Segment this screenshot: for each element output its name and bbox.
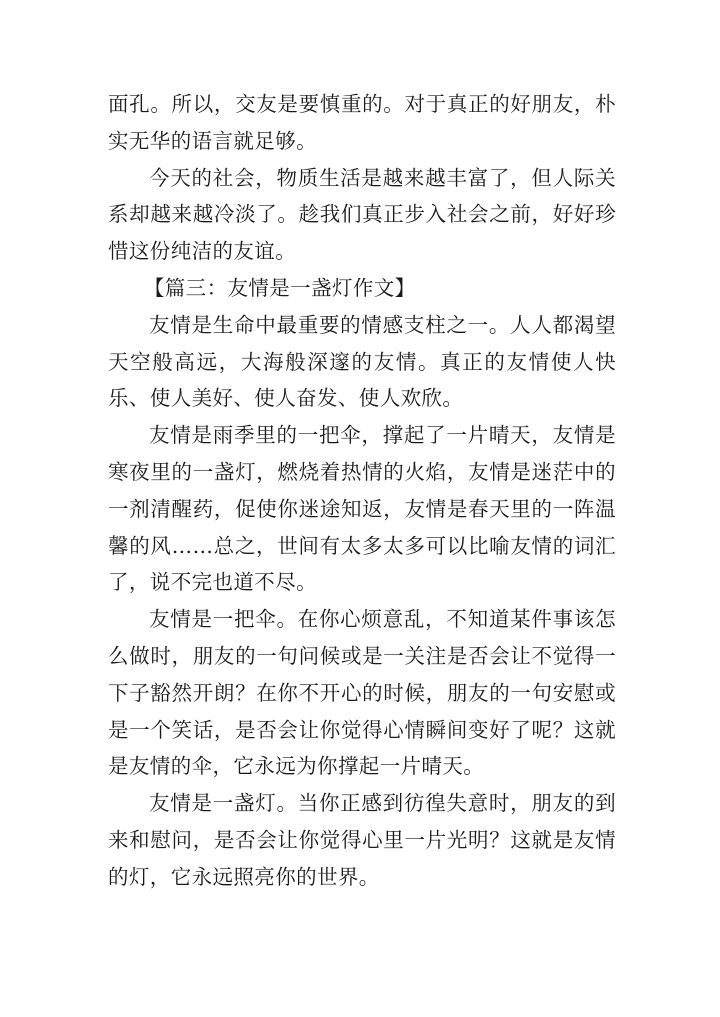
paragraph-society: 今天的社会，物质生活是越来越丰富了，但人际关系却越来越冷淡了。趁我们真正步入社会之前，好好珍惜这份纯洁的友谊。 <box>108 165 616 264</box>
paragraph-lamp: 友情是一盏灯。当你正感到彷徨失意时，朋友的到来和慰问，是否会让你觉得心里一片光明？这就是友情的灯，它永远照亮你的世界。 <box>108 791 616 889</box>
paragraph-umbrella: 友情是一把伞。在你心烦意乱，不知道某件事该怎么做时，朋友的一句问候或是一关注是否会让不觉得一下子豁然开朗？在你不开心的时候，朋友的一句安慰或是一个笑话，是否会让你觉得心情瞬间变好了呢？这就是友情的伞，它永远为你撑起一片晴天。 <box>108 607 616 779</box>
paragraph-intro: 友情是生命中最重要的情感支柱之一。人人都渴望天空般高远，大海般深邃的友情。真正的友情使人快乐、使人美好、使人奋发、使人欢欣。 <box>108 312 616 411</box>
paragraph-continued: 面孔。所以，交友是要慎重的。对于真正的好朋友，朴实无华的语言就足够。 <box>108 92 616 153</box>
paragraph-metaphors: 友情是雨季里的一把伞，撑起了一片晴天，友情是寒夜里的一盏灯，燃烧着热情的火焰，友情是迷茫中的一剂清醒药，促使你迷途知返，友情是春天里的一阵温馨的风……总之，世间有太多太多可以比喻友情的词汇了，说不完也道不尽。 <box>108 423 616 595</box>
section-heading: 【篇三：友情是一盏灯作文】 <box>143 275 416 300</box>
document-page <box>108 86 616 896</box>
